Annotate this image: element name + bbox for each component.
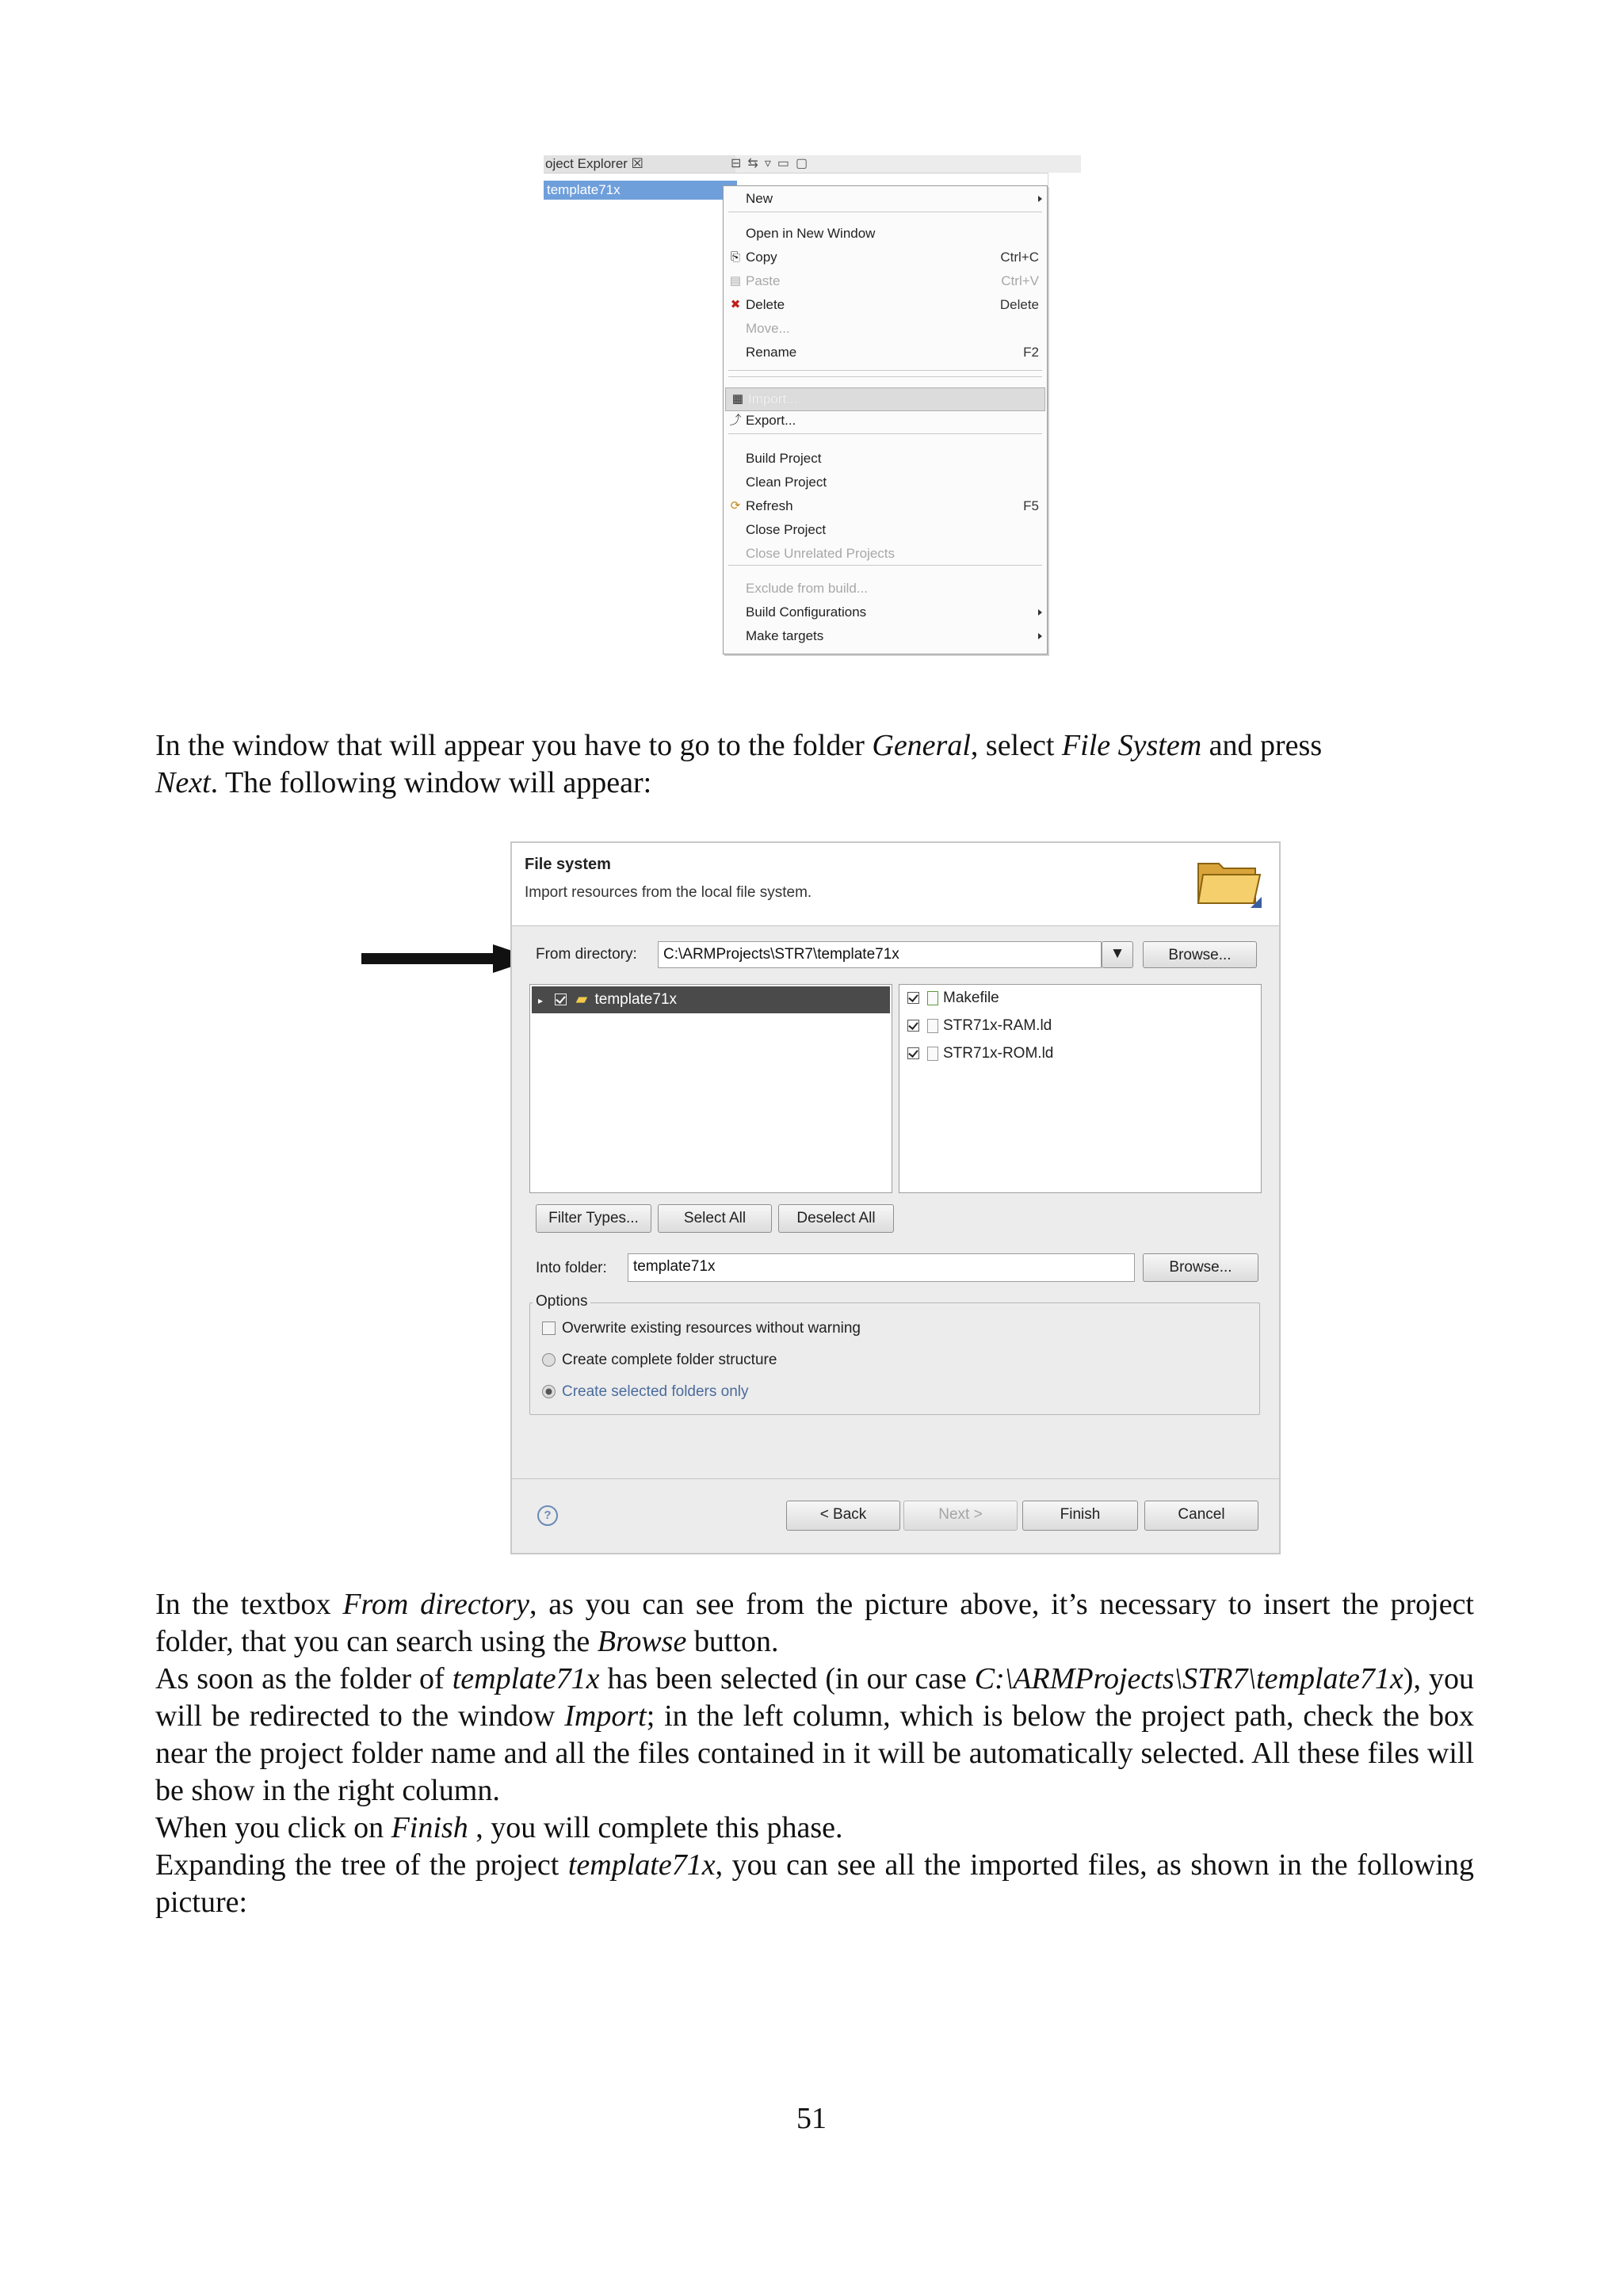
text-italic: Browse xyxy=(597,1625,687,1658)
menu-item-label: Build Project xyxy=(746,451,822,466)
text: and press xyxy=(1201,729,1323,762)
menu-item-label: Import... xyxy=(748,391,798,406)
menu-item-label: Refresh xyxy=(746,498,793,513)
maximize-icon[interactable]: ▢ xyxy=(795,157,815,170)
paste-icon: ▤ xyxy=(729,274,742,288)
menu-item-shortcut: Ctrl+V xyxy=(1001,273,1039,288)
export-icon: ⤴ xyxy=(729,414,742,427)
into-folder-label: Into folder: xyxy=(536,1260,607,1276)
text: As soon as the folder of xyxy=(155,1662,453,1695)
tree-item-label: template71x xyxy=(594,991,678,1008)
folder-tree-panel xyxy=(529,984,892,1193)
submenu-arrow-icon xyxy=(1038,609,1042,616)
text: , select xyxy=(970,729,1062,762)
text-italic: General xyxy=(872,729,971,762)
menu-item-label: Export... xyxy=(746,413,796,428)
folder-icon: ▰ xyxy=(575,991,588,1008)
text: ; in the left column, which is below the project path, check the box near the project folder name and all the files contained in it will be automatically selected. All these files will be show in the right column. xyxy=(155,1699,1474,1807)
text-italic: Import xyxy=(564,1699,647,1733)
submenu-arrow-icon xyxy=(1038,633,1042,639)
paragraph-instructions xyxy=(155,727,1474,802)
menu-item-label: Copy xyxy=(746,250,777,265)
menu-item-label: Close Project xyxy=(746,522,827,537)
page-number: 51 xyxy=(796,2102,827,2135)
menu-separator xyxy=(728,433,1042,434)
selected-project-item[interactable]: template71x xyxy=(544,181,737,200)
view-toolbar-icons xyxy=(731,155,814,173)
menu-item-label: Build Configurations xyxy=(746,605,867,620)
paragraph-explanation xyxy=(155,1586,1474,1921)
pointer-arrow-icon xyxy=(361,944,536,973)
text-italic: Next xyxy=(155,766,211,799)
menu-item-label: Make targets xyxy=(746,628,824,643)
menu-item-copy[interactable] xyxy=(724,246,1047,269)
options-group-label: Options xyxy=(533,1293,590,1310)
file-system-dialog xyxy=(510,841,1281,1554)
complete-structure-option[interactable] xyxy=(542,1352,777,1369)
menu-item-move[interactable] xyxy=(724,318,1047,340)
overwrite-checkbox[interactable] xyxy=(542,1322,556,1335)
menu-item-shortcut: F2 xyxy=(1023,345,1039,360)
text: When you click on xyxy=(155,1811,391,1844)
folder-icon xyxy=(1195,852,1263,911)
menu-item-build-configurations[interactable] xyxy=(724,601,1047,624)
menu-item-label: Clean Project xyxy=(746,475,827,490)
cancel-button[interactable]: Cancel xyxy=(1144,1501,1258,1531)
back-button[interactable]: < Back xyxy=(786,1501,900,1531)
submenu-arrow-icon xyxy=(1038,196,1042,202)
makefile-icon xyxy=(927,991,938,1005)
delete-icon: ✖ xyxy=(730,298,741,311)
text: , you will complete this phase. xyxy=(468,1811,843,1844)
text: In the window that will appear you have to go to the folder xyxy=(155,729,873,762)
copy-icon: ⎘ xyxy=(730,250,740,264)
deselect-all-button[interactable]: Deselect All xyxy=(778,1204,894,1233)
file-checkbox[interactable] xyxy=(907,992,919,1004)
menu-item-rename[interactable] xyxy=(724,341,1047,364)
chevron-down-icon: ▼ xyxy=(1109,945,1125,962)
complete-structure-label: Create complete folder structure xyxy=(562,1352,777,1368)
menu-item-label: Exclude from build... xyxy=(746,581,869,596)
project-explorer-tab-label: oject Explorer xyxy=(545,156,628,171)
context-menu xyxy=(723,185,1048,654)
refresh-icon: ⟳ xyxy=(730,499,741,513)
menu-separator xyxy=(728,370,1042,371)
file-row[interactable] xyxy=(907,1042,1053,1066)
browse-folder-button[interactable]: Browse... xyxy=(1143,1253,1258,1282)
text: , as you can see from the picture above, it’s necessary to insert the project folder, that you can search using the xyxy=(155,1588,1474,1658)
text-italic: template71x xyxy=(452,1662,600,1695)
text-italic: C:\ARMProjects\STR7\template71x xyxy=(974,1662,1403,1695)
select-all-button[interactable]: Select All xyxy=(658,1204,772,1233)
minimize-icon[interactable]: ▭ xyxy=(777,157,796,170)
menu-item-label: Open in New Window xyxy=(746,226,876,241)
text: ), you will be redirected to the window xyxy=(155,1662,1474,1733)
overwrite-label: Overwrite existing resources without warning xyxy=(562,1320,861,1337)
file-checkbox[interactable] xyxy=(907,1020,919,1032)
file-row[interactable] xyxy=(907,986,999,1010)
finish-button[interactable]: Finish xyxy=(1022,1501,1138,1531)
complete-structure-radio[interactable] xyxy=(542,1353,556,1367)
tree-item-checkbox[interactable] xyxy=(555,994,567,1005)
text: button. xyxy=(686,1625,779,1658)
menu-item-close-project[interactable] xyxy=(724,519,1047,541)
menu-item-clean-project[interactable] xyxy=(724,471,1047,494)
menu-item-label: Rename xyxy=(746,345,797,360)
selected-folders-option[interactable] xyxy=(542,1383,749,1401)
dialog-header xyxy=(512,843,1279,926)
text: , you can see all the imported files, as shown in the following picture: xyxy=(155,1848,1474,1919)
text: Expanding the tree of the project xyxy=(155,1848,568,1882)
menu-item-delete[interactable] xyxy=(724,294,1047,316)
menu-item-shortcut: Delete xyxy=(999,297,1039,312)
from-directory-label: From directory: xyxy=(536,946,637,963)
file-checkbox[interactable] xyxy=(907,1047,919,1059)
collapse-all-icon[interactable]: ⊟ xyxy=(731,157,748,170)
text-italic: From directory xyxy=(342,1588,529,1621)
menu-item-export[interactable] xyxy=(724,410,1047,432)
project-explorer-toolbar xyxy=(544,155,1081,174)
text: has been selected (in our case xyxy=(599,1662,975,1695)
text-italic: template71x xyxy=(567,1848,716,1882)
project-explorer-tab[interactable] xyxy=(544,155,735,173)
overwrite-option[interactable] xyxy=(542,1320,861,1337)
selected-folders-radio[interactable] xyxy=(542,1385,556,1398)
menu-item-label: Delete xyxy=(746,297,785,312)
from-directory-field[interactable]: C:\ARMProjects\STR7\template71x xyxy=(658,941,1102,968)
menu-item-paste[interactable] xyxy=(724,270,1047,292)
file-name: Makefile xyxy=(943,990,999,1006)
dialog-title: File system xyxy=(525,856,611,873)
menu-item-refresh[interactable] xyxy=(724,495,1047,517)
menu-separator xyxy=(728,565,1042,566)
file-icon xyxy=(927,1019,938,1033)
text: . The following window will appear: xyxy=(210,766,652,799)
editor-area-edge xyxy=(1048,173,1082,653)
menu-item-make-targets[interactable] xyxy=(724,625,1047,647)
divider xyxy=(512,1478,1279,1479)
menu-item-close-unrelated-projects[interactable] xyxy=(724,543,1047,565)
menu-item-label: Paste xyxy=(746,273,781,288)
close-icon[interactable]: ☒ xyxy=(631,156,643,171)
tree-item-template71x[interactable] xyxy=(532,986,890,1013)
help-icon[interactable]: ? xyxy=(537,1505,558,1526)
directory-dropdown-button[interactable] xyxy=(1102,941,1133,968)
file-name: STR71x-RAM.ld xyxy=(943,1017,1052,1034)
link-editor-icon[interactable]: ⇆ xyxy=(747,157,765,170)
menu-item-build-project[interactable] xyxy=(724,448,1047,470)
file-icon xyxy=(927,1047,938,1061)
next-button[interactable]: Next > xyxy=(903,1501,1018,1531)
selected-folders-label: Create selected folders only xyxy=(562,1383,749,1400)
expand-arrow-icon[interactable]: ▸ xyxy=(538,995,544,1006)
filter-types-button[interactable]: Filter Types... xyxy=(536,1204,651,1233)
menu-item-shortcut: F5 xyxy=(1023,498,1039,513)
text-italic: File System xyxy=(1061,729,1202,762)
view-menu-icon[interactable]: ▿ xyxy=(764,157,777,170)
files-panel xyxy=(899,984,1262,1193)
menu-item-open-in-new-window[interactable] xyxy=(724,223,1047,245)
menu-item-exclude-from-build[interactable] xyxy=(724,578,1047,600)
browse-directory-button[interactable]: Browse... xyxy=(1143,941,1257,968)
into-folder-field[interactable]: template71x xyxy=(628,1253,1135,1282)
menu-separator xyxy=(728,376,1042,377)
menu-item-label: Move... xyxy=(746,321,790,336)
menu-item-new[interactable] xyxy=(724,188,1047,210)
text-italic: Finish xyxy=(391,1811,468,1844)
menu-item-import[interactable] xyxy=(725,387,1045,411)
menu-item-label: New xyxy=(746,191,773,206)
text: In the textbox xyxy=(155,1588,343,1621)
file-name: STR71x-ROM.ld xyxy=(943,1045,1054,1062)
menu-item-shortcut: Ctrl+C xyxy=(1000,250,1039,265)
import-icon: ▦ xyxy=(731,392,744,406)
context-menu-screenshot xyxy=(544,155,1081,653)
menu-item-label: Close Unrelated Projects xyxy=(746,546,896,561)
dialog-subtitle: Import resources from the local file system. xyxy=(525,884,812,901)
file-row[interactable] xyxy=(907,1014,1052,1038)
